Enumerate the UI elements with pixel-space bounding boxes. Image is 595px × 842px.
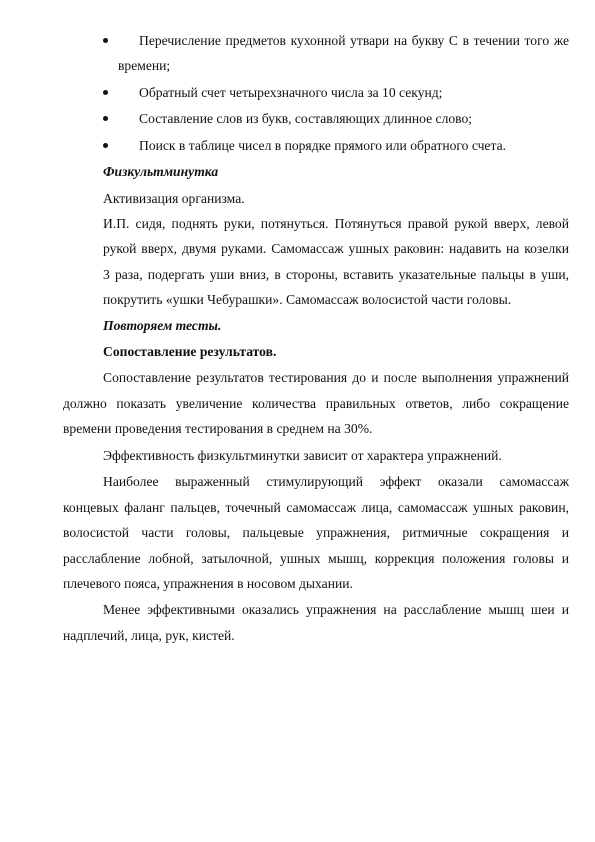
text-line: расслабление лобной, затылочной, ушных мышц, коррекция положения головы и	[63, 550, 569, 566]
list-item-continuation	[118, 53, 548, 78]
paragraph-less	[103, 597, 569, 622]
list-item-text: Обратный счет четырехзначного числа за 10 секунд;	[139, 85, 443, 100]
text-line: должно показать увеличение количества правильных ответов, либо сокращение	[63, 396, 569, 411]
list-item-text: Перечисление предметов кухонной утвари на букву С в течении того же	[139, 33, 569, 48]
list-item	[139, 106, 569, 131]
text-line: времени проведения тестирования в среднем на 30%.	[63, 421, 373, 437]
bullet-icon	[103, 116, 108, 121]
paragraph-ip	[103, 211, 569, 312]
paragraph-compare	[103, 365, 569, 390]
list-item	[139, 133, 569, 158]
text-line: надплечий, лица, рук, кистей.	[63, 628, 235, 643]
text-line: рукой вверх, двумя руками. Самомассаж ушных раковин: надавить на козелки	[103, 241, 569, 257]
list-item-text: времени;	[118, 58, 171, 73]
text-line: волосистой части головы, пальцевые упражнения, ритмичные сокращения и	[63, 525, 569, 541]
paragraph-compare-cont	[63, 391, 569, 442]
text-line: Менее эффективными оказались упражнения на расслабление мышц шеи и	[103, 602, 569, 617]
bullet-icon	[103, 38, 108, 43]
list-item	[139, 80, 569, 105]
list-item-text: Составление слов из букв, составляющих длинное слово;	[139, 111, 473, 126]
text-line: Сопоставление результатов тестирования до и после выполнения упражнений	[103, 370, 569, 385]
text-line: Наиболее выраженный стимулирующий эффект оказали самомассаж	[103, 474, 569, 489]
bullet-icon	[103, 90, 108, 95]
list-item	[139, 28, 569, 53]
paragraph-strongest-cont	[63, 495, 569, 596]
list-item-text: Поиск в таблице чисел в порядке прямого или обратного счета.	[139, 138, 506, 153]
paragraph-strongest	[103, 469, 569, 494]
text-line: 3 раза, подергать уши вниз, в стороны, вставить указательные пальцы в уши,	[103, 266, 569, 282]
paragraph-less-cont	[63, 623, 569, 648]
bullet-icon	[103, 143, 108, 148]
section-heading: Повторяем тесты.	[103, 318, 222, 333]
text-line: концевых фаланг пальцев, точечный самомассаж лица, самомассаж ушных раковин,	[63, 500, 569, 515]
text-line: И.П. сидя, поднять руки, потянуться. Потянуться правой рукой вверх, левой	[103, 216, 569, 231]
section-heading: Сопоставление результатов.	[103, 344, 277, 359]
paragraph-effect: Эффективность физкультминутки зависит от характера упражнений.	[103, 448, 502, 463]
section-heading: Физкультминутка	[103, 164, 219, 179]
paragraph: Активизация организма.	[103, 191, 245, 206]
text-line: плечевого пояса, упражнения в носовом дыхании.	[63, 575, 353, 591]
text-line: покрутить «ушки Чебурашки». Самомассаж волосистой части головы.	[103, 291, 512, 307]
